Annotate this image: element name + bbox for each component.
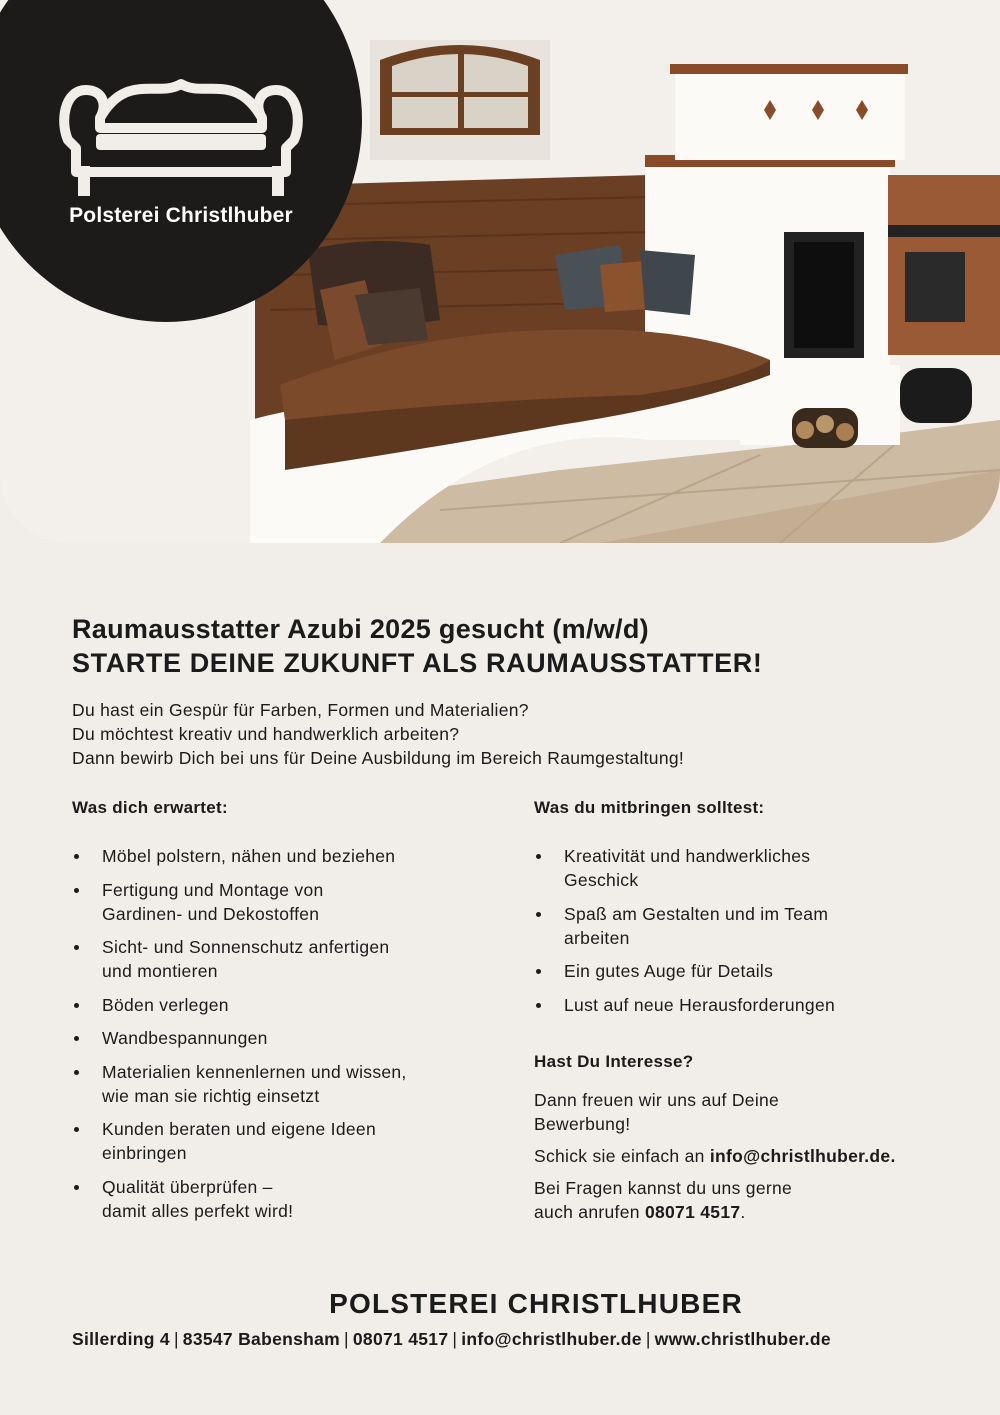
list-item: Möbel polstern, nähen und beziehen (72, 844, 492, 868)
bring-heading: Was du mitbringen solltest: (534, 798, 765, 817)
list-item: Qualität überprüfen – damit alles perfekt wird! (72, 1175, 492, 1223)
job-posting (72, 612, 932, 1222)
separator: | (344, 1329, 349, 1349)
footer-web[interactable]: www.christlhuber.de (654, 1329, 831, 1349)
list-item: Fertigung und Montage von Gardinen- und Dekostoffen (72, 878, 492, 926)
intro (72, 698, 932, 770)
separator: | (452, 1329, 458, 1349)
bring-column (534, 796, 934, 1224)
separator: | (645, 1329, 651, 1349)
footer-city: 83547 Babensham (182, 1329, 341, 1349)
footer-title: POLSTEREI CHRISTLHUBER (329, 1288, 743, 1319)
expect-column (72, 796, 492, 1232)
phone-suffix: . (740, 1201, 746, 1222)
headline (72, 612, 932, 680)
list-item: Lust auf neue Herausforderungen (534, 993, 934, 1017)
intro-line: Du möchtest kreativ und handwerklich arbeiten? (72, 724, 460, 744)
footer-phone[interactable]: 08071 4517 (352, 1329, 449, 1349)
intro-line: Du hast ein Gespür für Farben, Formen und Materialien? (72, 700, 529, 720)
list-item: Kunden beraten und eigene Ideen einbringen (72, 1117, 492, 1165)
interest-phone-line: Bei Fragen kannst du uns gerne auch anrufen 08071 4517. (534, 1177, 793, 1222)
logo (0, 0, 362, 322)
logo-text: Polsterei Christlhuber (69, 204, 293, 227)
list-item: Sicht- und Sonnenschutz anfertigen und montieren (72, 935, 492, 983)
expect-heading: Was dich erwartet: (72, 798, 228, 817)
list-item: Kreativität und handwerkliches Geschick (534, 844, 934, 892)
intro-line: Dann bewirb Dich bei uns für Deine Ausbildung im Bereich Raumgestaltung! (72, 748, 685, 768)
interest-text: Dann freuen wir uns auf Deine Bewerbung! (534, 1089, 780, 1134)
email-prefix: Schick sie einfach an (534, 1145, 710, 1166)
list-item: Spaß am Gestalten und im Team arbeiten (534, 902, 934, 950)
interest-section (534, 1050, 934, 1224)
sofa-icon (56, 62, 306, 198)
footer-street: Sillerding 4 (72, 1329, 170, 1349)
expect-list (72, 844, 492, 1223)
email-link[interactable]: info@christlhuber.de. (709, 1145, 896, 1166)
headline-line2: STARTE DEINE ZUKUNFT ALS RAUMAUSSTATTER! (72, 648, 763, 678)
list-item: Böden verlegen (72, 993, 492, 1017)
footer-contact (72, 1329, 952, 1350)
list-item: Ein gutes Auge für Details (534, 959, 934, 983)
interest-email-line (534, 1144, 934, 1168)
footer-email[interactable]: info@christlhuber.de (461, 1329, 642, 1349)
list-item: Materialien kennenlernen und wissen, wie man sie richtig einsetzt (72, 1060, 492, 1108)
list-item: Wandbespannungen (72, 1026, 492, 1050)
headline-line1: Raumausstatter Azubi 2025 gesucht (m/w/d) (72, 614, 649, 644)
separator: | (173, 1329, 179, 1349)
interest-heading: Hast Du Interesse? (534, 1051, 694, 1071)
bring-list (534, 844, 934, 1017)
phone-link[interactable]: 08071 4517 (644, 1201, 741, 1222)
